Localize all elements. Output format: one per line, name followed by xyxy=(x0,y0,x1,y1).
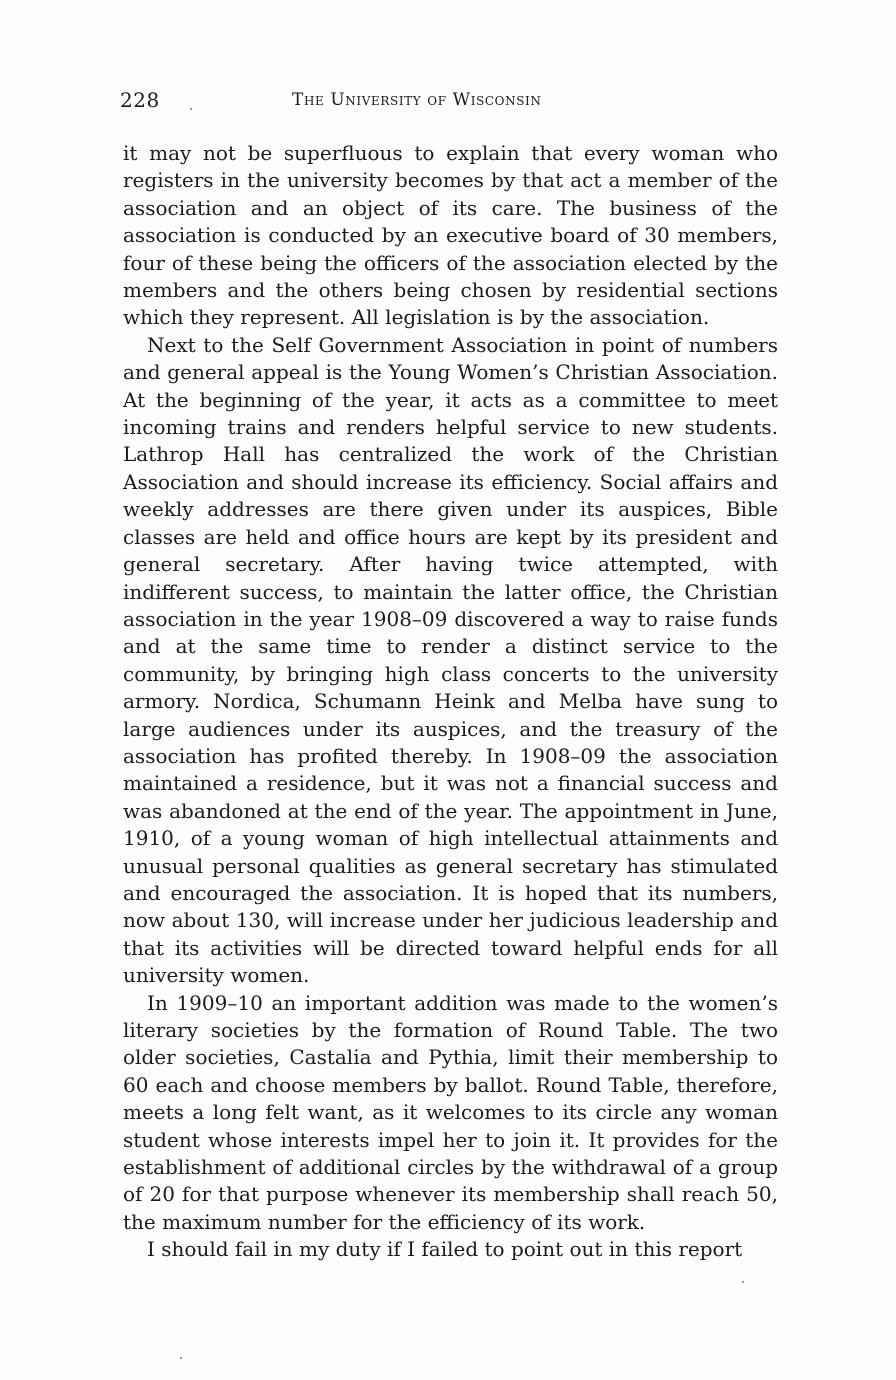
running-head xyxy=(120,88,776,114)
paragraph-closing: I should fail in my duty if I failed to point out in this report xyxy=(147,1237,743,1262)
print-speck xyxy=(190,108,192,110)
paragraph-ywca: Next to the Self Government Association in point of numbers and general appeal is the Young Women’s Christian Association. At the beginning of the year, it acts as a committee to meet incoming trains and renders helpful service to new students. Lathrop Hall has centralized the work of the Christian Association and should increase its efficiency. Social affairs and weekly addresses are there given under its auspices, Bible classes are held and office hours are kept by its president and general secretary. After having twice attempted, with indifferent success, to maintain the latter office, the Christian association in the year 1908–09 discovered a way to raise funds and at the same time to render a distinct service to the community, by bringing high class concerts to the university armory. Nordica, Schumann Heink and Melba have sung to large audiences under its auspices, and the treasury of the association has profited thereby. In 1908–09 the association maintained a residence, but it was not a financial success and was abandoned at the end of the year. The appointment in June, 1910, of a young woman of high intellectual attainments and unusual personal qualities as general secretary has stimulated and encouraged the association. It is hoped that its numbers, now about 130, will increase under her judicious leadership and that its activities will be directed toward helpful ends for all university women. xyxy=(123,332,778,988)
paragraph-round-table: In 1909–10 an important addition was made to the women’s literary societies by the formation of Round Table. The two older societies, Castalia and Pythia, limit their membership to 60 each and choose members by ballot. Round Table, therefore, meets a long felt want, as it welcomes to its circle any woman student whose interests impel her to join it. It provides for the establishment of additional circles by the withdrawal of a group of 20 for that purpose whenever its membership shall reach 50, the maximum number for the efficiency of its work. xyxy=(123,990,778,1234)
print-speck xyxy=(180,1357,182,1359)
page-number: 228 xyxy=(120,88,160,112)
paragraph-continued: it may not be superfluous to explain that every woman who registers in the university becomes by that act a member of the association and an object of its care. The business of the association is conducted by an executive board of 30 members, four of these being the officers of the association elected by the members and the others being chosen by residential sections which they represent. All legislation is by the association. xyxy=(123,141,778,330)
body-text xyxy=(123,140,778,1264)
running-title: The University of Wisconsin xyxy=(292,90,542,110)
print-speck xyxy=(742,1281,744,1283)
